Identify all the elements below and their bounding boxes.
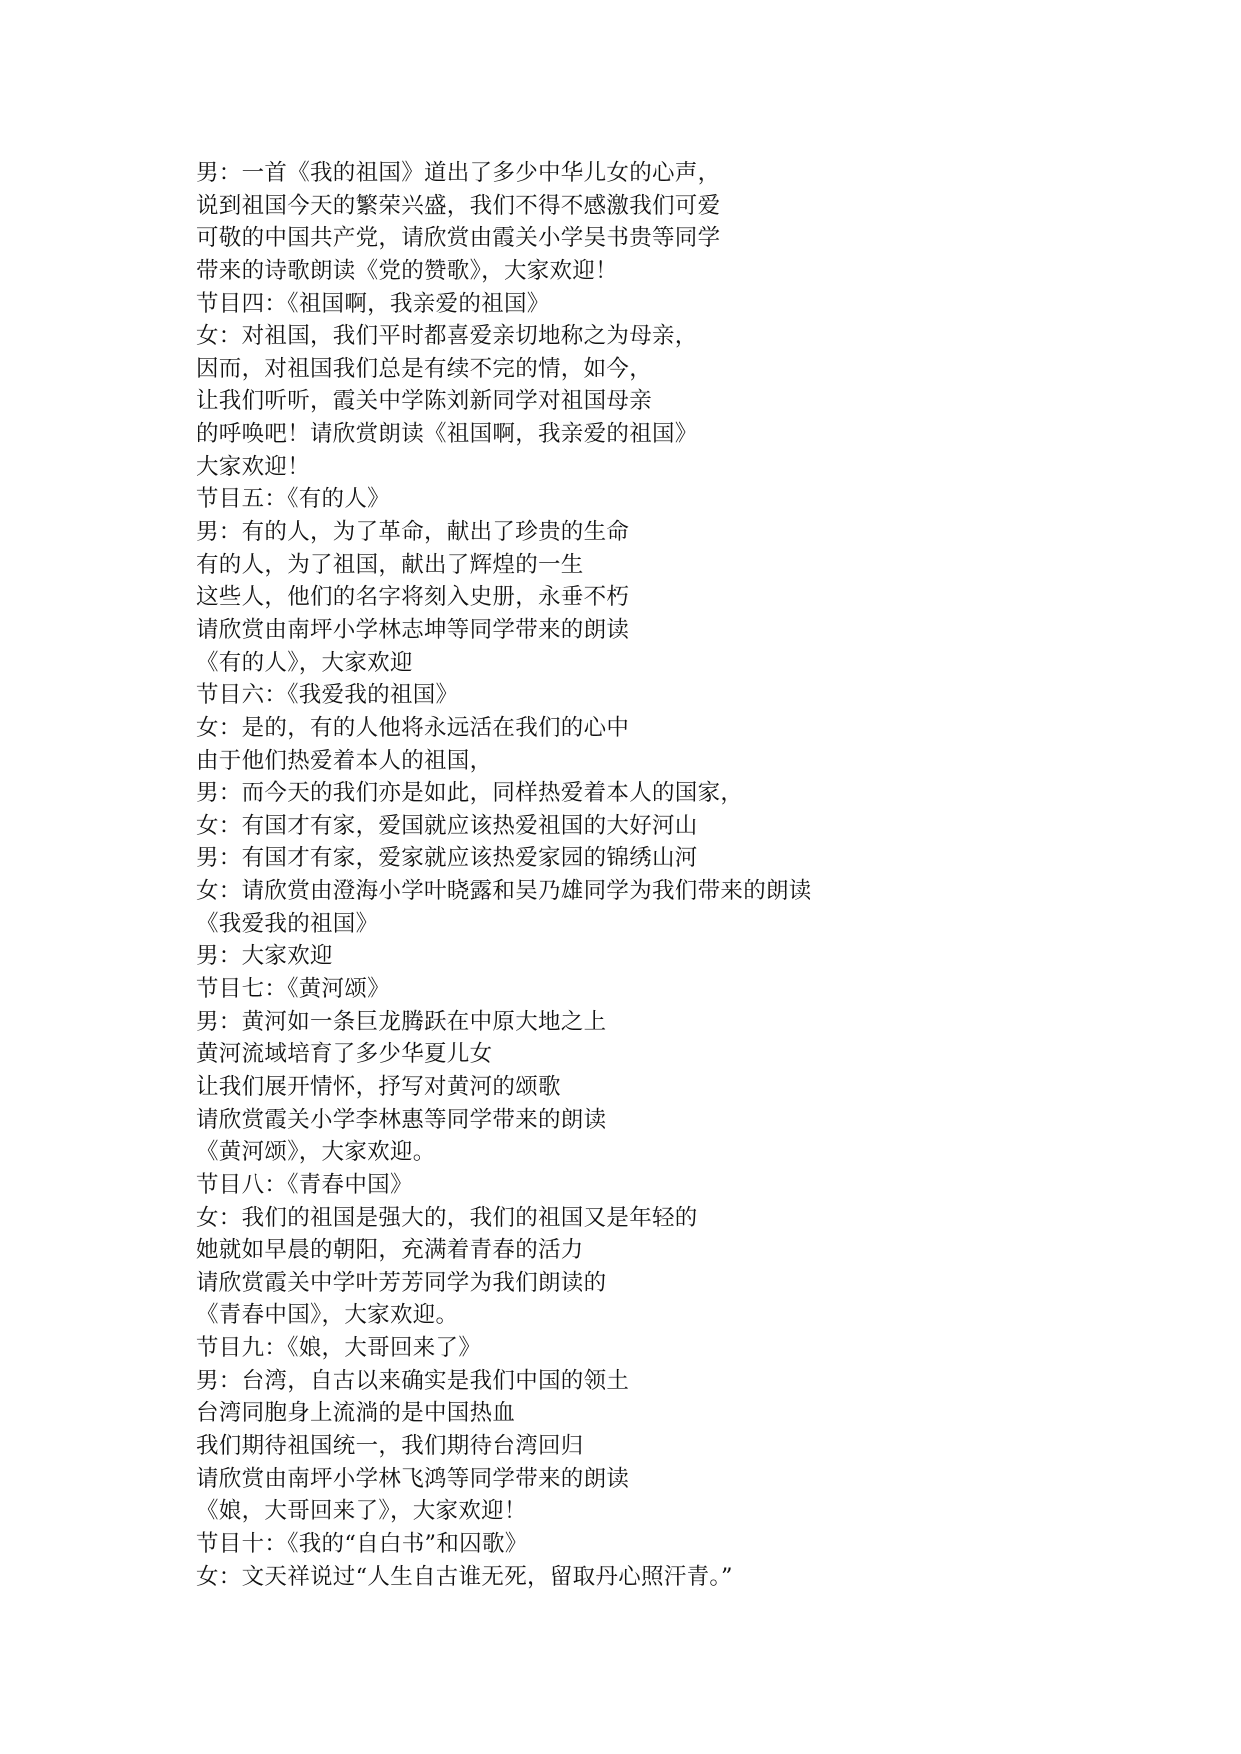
text-line: 《我爱我的祖国》 [196,910,379,937]
text-line: 我们期待祖国统一，我们期待台湾回归 [196,1432,584,1459]
text-line: 女：文天祥说过“人生自古谁无死，留取丹心照汗青。” [196,1563,733,1590]
text-line: 男：黄河如一条巨龙腾跃在中原大地之上 [196,1008,607,1035]
text-line: 女：是的，有的人他将永远活在我们的心中 [196,714,630,741]
text-line: 由于他们热爱着本人的祖国， [196,747,493,774]
text-line: 《黄河颂》，大家欢迎。 [196,1139,436,1166]
text-line: 因而，对祖国我们总是有续不完的情，如今， [196,355,653,382]
text-line: 男：一首《我的祖国》道出了多少中华儿女的心声， [196,160,721,186]
text-line: 女：有国才有家，爱国就应该热爱祖国的大好河山 [196,812,698,839]
program-heading: 节目七：《黄河颂》 [196,976,390,1003]
program-heading: 节目六：《我爱我的祖国》 [196,682,459,709]
text-line: 请欣赏霞关小学李林惠等同学带来的朗读 [196,1106,607,1133]
program-heading: 节目五：《有的人》 [196,486,390,513]
script-text [196,157,1196,1593]
text-line: 这些人，他们的名字将刻入史册，永垂不朽 [196,584,630,611]
text-line: 男：而今天的我们亦是如此，同样热爱着本人的国家， [196,780,744,807]
program-heading: 节目九：《娘，大哥回来了》 [196,1335,482,1362]
text-line: 《娘，大哥回来了》，大家欢迎！ [196,1498,527,1525]
text-line: 带来的诗歌朗读《党的赞歌》，大家欢迎！ [196,257,618,284]
text-line: 让我们展开情怀，抒写对黄河的颂歌 [196,1073,561,1100]
text-line: 女：我们的祖国是强大的，我们的祖国又是年轻的 [196,1204,698,1231]
text-line: 黄河流域培育了多少华夏儿女 [196,1041,493,1068]
text-line: 男：台湾，自古以来确实是我们中国的领土 [196,1367,630,1394]
text-line: 女：请欣赏由澄海小学叶晓露和吴乃雄同学为我们带来的朗读 [196,878,812,905]
text-line: 大家欢迎！ [196,453,311,480]
text-line: 《有的人》，大家欢迎 [196,649,413,676]
program-heading: 节目八：《青春中国》 [196,1171,413,1198]
program-heading: 节目十：《我的“自白书”和囚歌》 [196,1530,528,1557]
text-line: 《青春中国》，大家欢迎。 [196,1302,459,1329]
text-line: 的呼唤吧！请欣赏朗读《祖国啊，我亲爱的祖国》 [196,421,698,448]
text-line: 请欣赏由南坪小学林志坤等同学带来的朗读 [196,616,630,643]
text-line: 男：有的人，为了革命，献出了珍贵的生命 [196,519,630,546]
text-line: 说到祖国今天的繁荣兴盛，我们不得不感激我们可爱 [196,192,721,219]
text-line: 可敬的中国共产党，请欣赏由霞关小学吴书贵等同学 [196,225,721,252]
text-line: 男：大家欢迎 [196,943,333,970]
text-line: 她就如早晨的朝阳，充满着青春的活力 [196,1237,584,1264]
text-line: 女：对祖国，我们平时都喜爱亲切地称之为母亲， [196,323,698,350]
text-line: 请欣赏霞关中学叶芳芳同学为我们朗读的 [196,1269,607,1296]
text-line: 请欣赏由南坪小学林飞鸿等同学带来的朗读 [196,1465,630,1492]
text-line: 有的人，为了祖国，献出了辉煌的一生 [196,551,584,578]
text-line: 让我们听听，霞关中学陈刘新同学对祖国母亲 [196,388,653,415]
program-heading: 节目四：《祖国啊，我亲爱的祖国》 [196,290,550,317]
text-line: 台湾同胞身上流淌的是中国热血 [196,1400,516,1427]
text-line: 男：有国才有家，爱家就应该热爱家园的锦绣山河 [196,845,698,872]
